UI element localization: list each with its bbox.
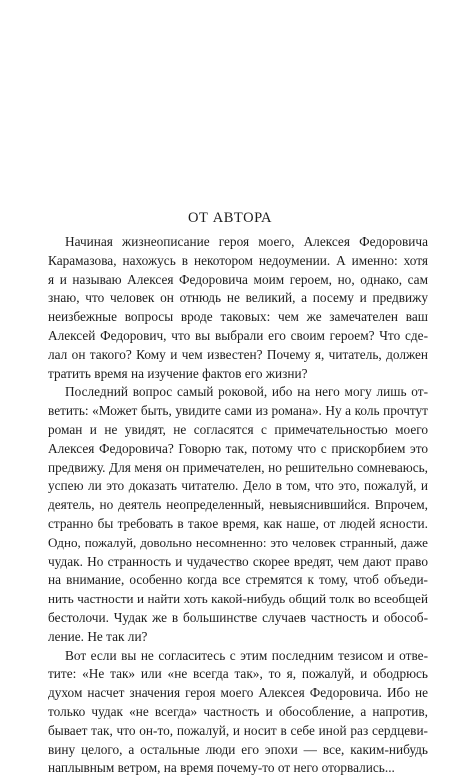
paragraph: [48, 383, 428, 646]
text-line: ление. Не так ли?: [48, 628, 148, 644]
text-line: тите: «Не так» или «не всегда так», то я, пожалуй, и ободрюсь: [48, 666, 428, 682]
text-line: бывает так, что он-то, пожалуй, и носит в себе иной раз сердцеви-: [48, 722, 428, 738]
text-line: чудак. Но странность и чудачество скорее вредят, чем дают право: [48, 553, 428, 569]
paragraph: [48, 647, 428, 778]
paragraph: [48, 233, 428, 383]
text-line: неизбежные вопросы вроде таковых: чем же замечателен ваш: [48, 309, 428, 325]
text-line: знаю, что человек он отнюдь не великий, а посему и предвижу: [48, 290, 428, 306]
text-line: я и называю Алексея Федоровича моим героем, но, однако, сам: [48, 271, 428, 287]
text-line: наплывным ветром, на время почему-то от него оторвались...: [48, 760, 395, 776]
text-line: предвижу. Для меня он примечателен, но решительно сомневаюсь,: [48, 459, 428, 475]
body-text: [48, 233, 428, 778]
text-line: странно бы требовать в такое время, как наше, от людей ясности.: [48, 515, 428, 531]
text-line: Вот если вы не согласитесь с этим последним тезисом и отве-: [65, 647, 428, 663]
text-line: ветить: «Может быть, увидите сами из романа». Ну а коль прочтут: [48, 403, 428, 419]
text-line: роман и не увидят, не согласятся с примечательностью моего: [48, 421, 428, 437]
text-line: на внимание, особенно когда все стремятся к тому, чтоб объеди-: [48, 572, 428, 588]
text-line: тратить время на изучение фактов его жизни?: [48, 365, 308, 381]
text-line: Начиная жизнеописание героя моего, Алексея Федоровича: [65, 234, 428, 249]
text-line: успею ли это доказать читателю. Дело в том, что это, пожалуй, и: [48, 478, 428, 494]
text-line: бестолочи. Чудак же в большинстве случаев частность и обособ-: [48, 609, 428, 625]
text-line: деятель, но деятель неопределенный, невыяснившийся. Впрочем,: [48, 497, 428, 513]
text-line: Алексей Федорович, что вы выбрали его своим героем? Что сде-: [48, 327, 428, 343]
chapter-heading: ОТ АВТОРА: [187, 210, 273, 226]
text-line: лал он такого? Кому и чем известен? Почему я, читатель, должен: [48, 346, 428, 362]
text-line: вину целого, а остальные люди его эпохи — все, каким-нибудь: [48, 741, 428, 757]
text-line: Последний вопрос самый роковой, ибо на него могу лишь от-: [65, 384, 428, 400]
text-line: духом насчет значения героя моего Алексея Федоровича. Ибо не: [48, 685, 428, 701]
text-line: Карамазова, нахожусь в некотором недоумении. А именно: хотя: [48, 252, 428, 268]
text-line: нить частности и найти хоть какой-нибудь общий толк во всеобщей: [48, 591, 428, 607]
text-line: Одно, пожалуй, довольно несомненно: это человек странный, даже: [48, 534, 428, 550]
text-line: Алексея Федоровича? Говорю так, потому что с прискорбием это: [48, 440, 428, 456]
text-line: только чудак «не всегда» частность и обособление, а напротив,: [48, 703, 428, 719]
